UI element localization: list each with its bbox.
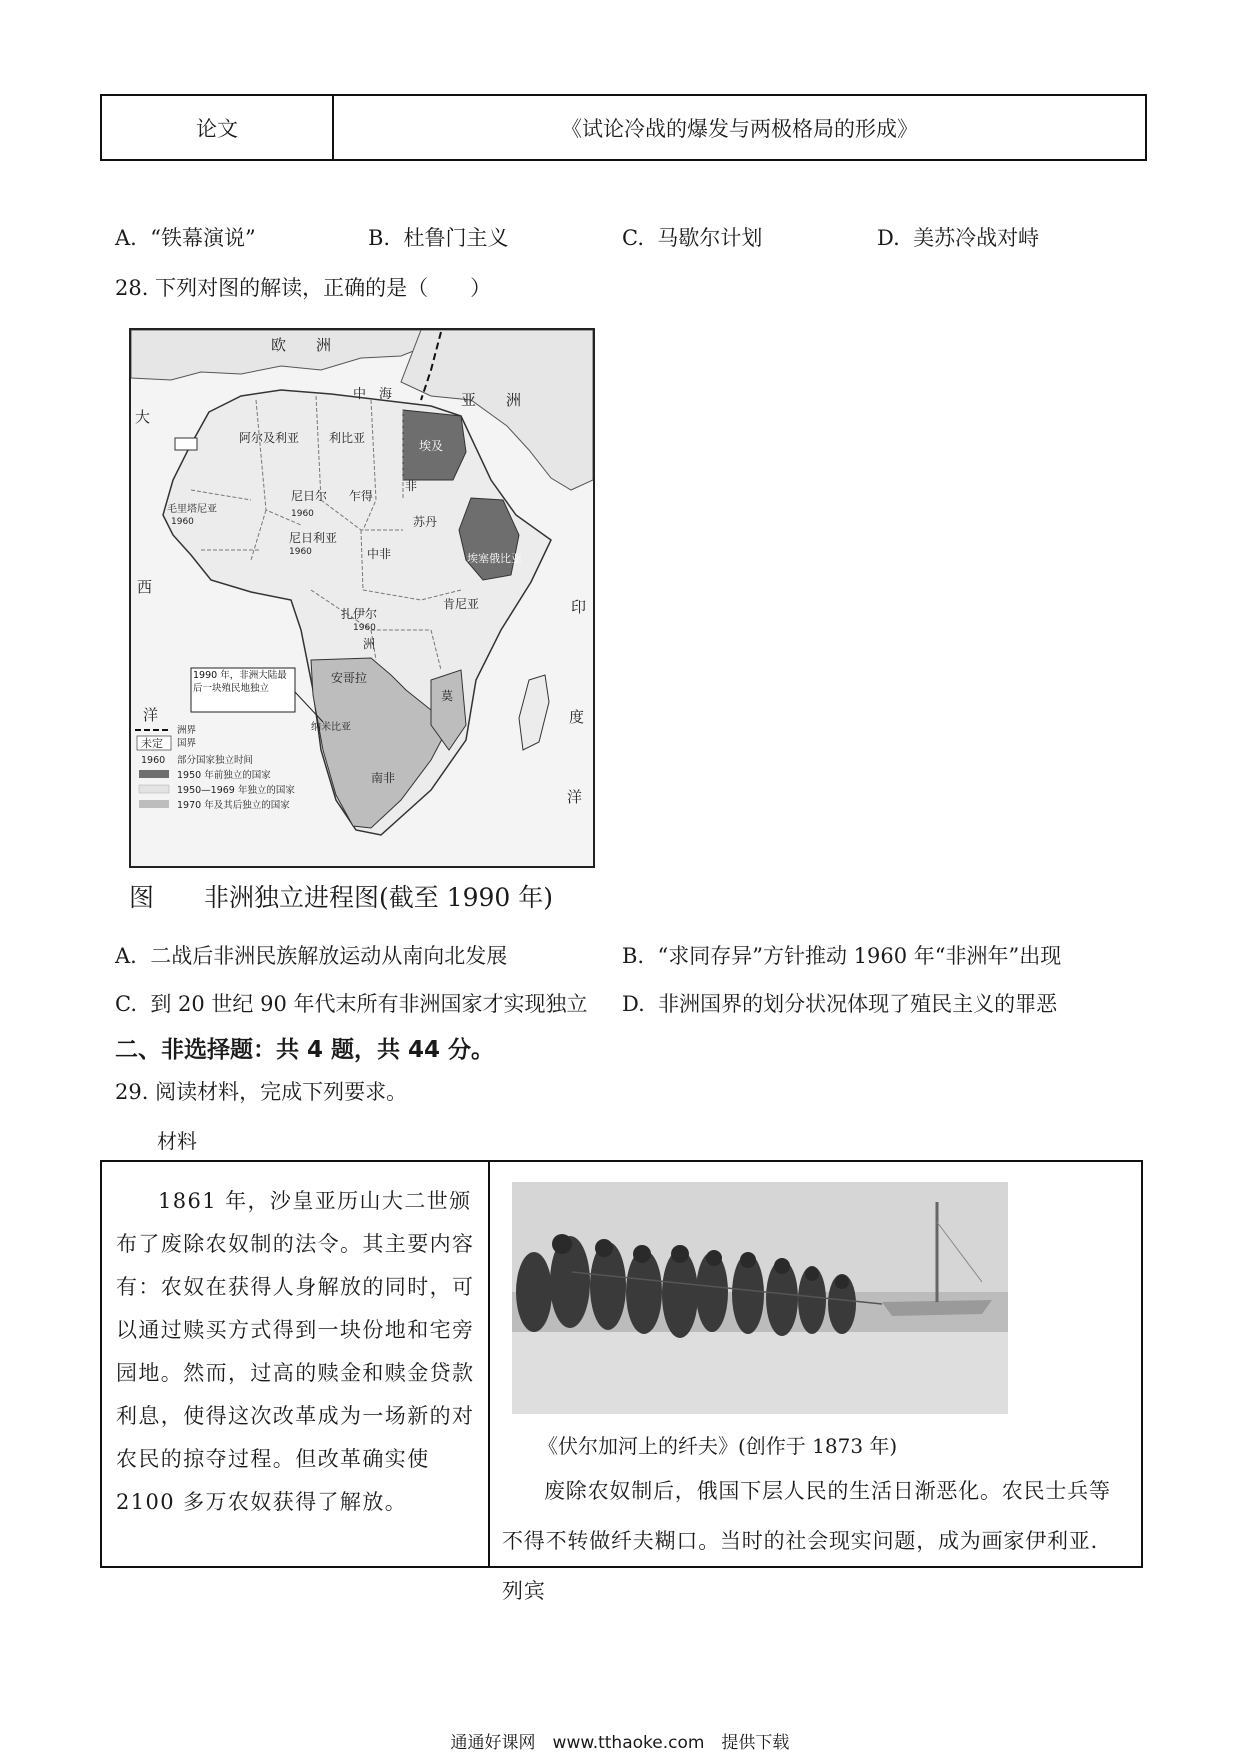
label-namibia: 纳米比亚 xyxy=(311,722,351,733)
label-chad: 乍得 xyxy=(349,489,374,503)
label-zaire: 扎伊尔 xyxy=(341,607,378,621)
painting-description: 废除农奴制后，俄国下层人民的生活日渐恶化。农民士兵等不得不转做纤夫糊口。当时的社会现实问题，成为画家伊利亚．列宾 xyxy=(502,1479,1113,1603)
legend-1950-1969: 1950—1969 年独立的国家 xyxy=(177,785,295,796)
painting-volga-boatmen xyxy=(512,1182,1008,1414)
q29-stem: 29. 阅读材料，完成下列要求。 xyxy=(115,1080,408,1104)
q27-option-d[interactable]: D. 美苏冷战对峙 xyxy=(877,226,1040,250)
legend-undetermined: 未定 xyxy=(141,737,163,750)
q27-option-a[interactable]: A. “铁幕演说” xyxy=(115,226,256,250)
label-year-niger: 1960 xyxy=(291,509,314,519)
western-sahara-region xyxy=(175,438,197,450)
legend-country-border: 国界 xyxy=(177,738,197,749)
label-niger: 尼日尔 xyxy=(291,489,328,503)
label-africa-2: 洲 xyxy=(363,637,376,651)
label-indian-3: 洋 xyxy=(567,788,583,806)
material-text: 1861 年，沙皇亚历山大二世颁布了废除农奴制的法令。其主要内容有：农奴在获得人身解放的同时，可以通过赎买方式得到一块份地和宅旁园地。然而，过高的赎金和赎金贷款利息，使得这次改革成为一场新的对农民的掠夺过程。但改革确实使 2100 多万农奴获得了解放。 xyxy=(116,1189,475,1514)
table-cell-title: 《试论冷战的爆发与两极格局的形成》 xyxy=(561,116,918,141)
label-year-mauritania: 1960 xyxy=(171,517,194,527)
label-south-africa: 南非 xyxy=(371,771,396,785)
africa-independence-map xyxy=(129,328,595,868)
label-mediterranean: 中 海 xyxy=(353,387,393,402)
label-asia: 亚 洲 xyxy=(461,391,522,409)
map-caption: 图 非洲独立进程图(截至 1990 年) xyxy=(129,883,554,912)
label-angola: 安哥拉 xyxy=(331,671,368,685)
material-painting-cell xyxy=(490,1162,1141,1603)
label-year-nigeria: 1960 xyxy=(289,547,312,557)
legend-post1970: 1970 年及其后独立的国家 xyxy=(177,800,290,811)
q27-option-c[interactable]: C. 马歇尔计划 xyxy=(622,226,763,250)
label-indian-2: 度 xyxy=(569,708,585,726)
label-nigeria: 尼日利亚 xyxy=(289,531,338,545)
label-moz: 莫 xyxy=(441,689,454,703)
material-label: 材料 xyxy=(157,1129,197,1153)
label-sudan: 苏丹 xyxy=(413,515,438,529)
painting-caption: 《伏尔加河上的纤夫》(创作于 1873 年) xyxy=(538,1434,898,1458)
label-egypt: 埃及 xyxy=(419,439,444,453)
label-mauritania: 毛里塔尼亚 xyxy=(167,504,217,515)
legend-pre1950: 1950 年前独立的国家 xyxy=(177,770,271,781)
label-europe: 欧 洲 xyxy=(271,336,332,354)
label-atlantic-1: 大 xyxy=(135,408,151,426)
label-central-africa: 中非 xyxy=(367,547,392,561)
legend-year: 部分国家独立时间 xyxy=(177,755,254,766)
label-ethiopia: 埃塞俄比亚 xyxy=(467,552,522,565)
q28-option-c[interactable]: C. 到 20 世纪 90 年代末所有非洲国家才实现独立 xyxy=(115,992,588,1016)
legend-continent-border: 洲界 xyxy=(177,725,197,736)
material-table xyxy=(100,1160,1143,1603)
callout-text: 1990 年，非洲大陆最后一块殖民地独立 xyxy=(193,670,287,694)
label-africa-1: 非 xyxy=(405,479,418,493)
label-kenya: 肯尼亚 xyxy=(443,597,480,611)
section-heading: 二、非选择题：共 4 题，共 44 分。 xyxy=(115,1037,495,1063)
label-year-zaire: 1960 xyxy=(353,623,376,633)
label-atlantic-2: 西 xyxy=(137,578,153,596)
label-atlantic-3: 洋 xyxy=(143,706,159,724)
material-text-cell xyxy=(102,1162,490,1566)
footer-source: 通通好课网 www.tthaoke.com 提供下载 xyxy=(450,1733,790,1753)
label-algeria: 阿尔及利亚 xyxy=(239,431,300,445)
label-indian-1: 印 xyxy=(571,598,587,616)
q28-option-b[interactable]: B. “求同存异”方针推动 1960 年“非洲年”出现 xyxy=(622,944,1062,968)
label-libya: 利比亚 xyxy=(329,431,366,445)
table-cell-type: 论文 xyxy=(102,96,334,159)
q28-stem: 28. 下列对图的解读，正确的是（ ） xyxy=(115,276,492,300)
q28-option-d[interactable]: D. 非洲国界的划分状况体现了殖民主义的罪恶 xyxy=(622,992,1058,1016)
legend-year-sample: 1960 xyxy=(141,755,166,766)
q27-option-b[interactable]: B. 杜鲁门主义 xyxy=(368,226,509,250)
q28-option-a[interactable]: A. 二战后非洲民族解放运动从南向北发展 xyxy=(115,944,508,968)
paper-table xyxy=(100,94,1147,161)
